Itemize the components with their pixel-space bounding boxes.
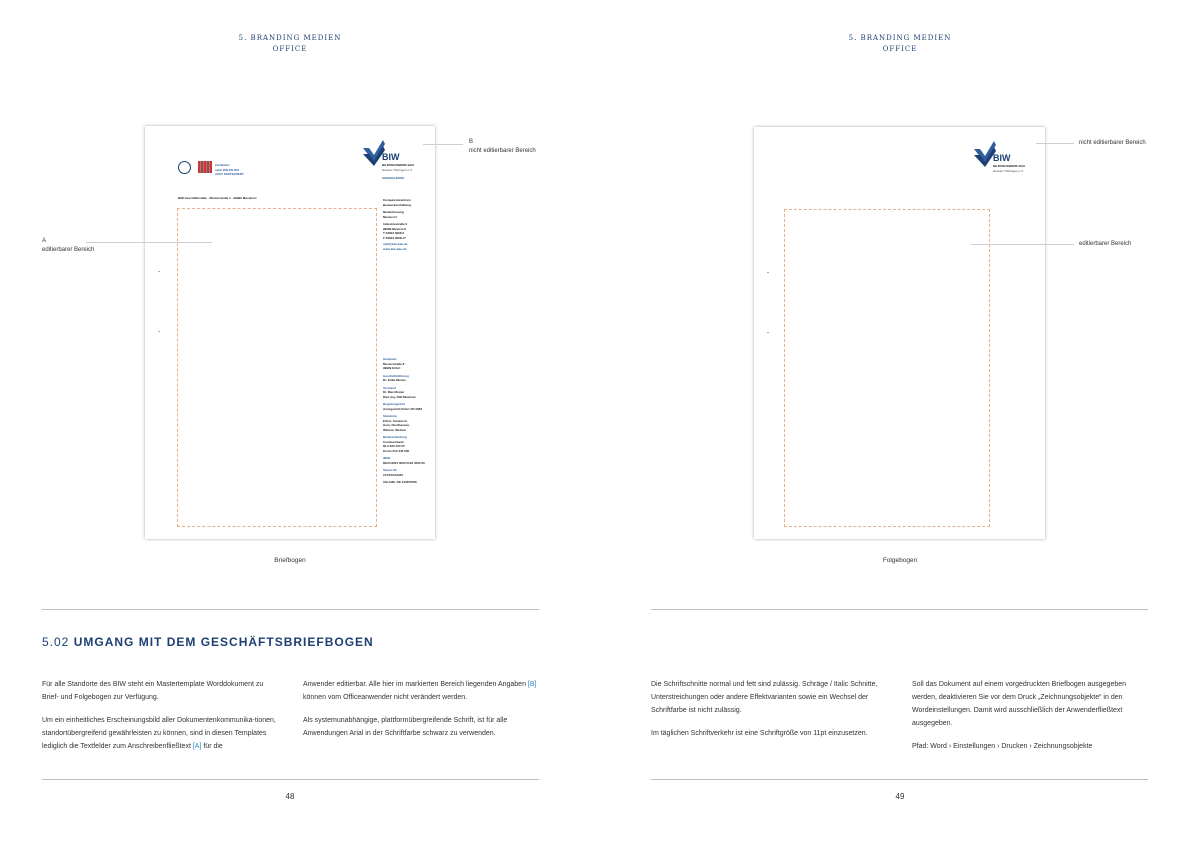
side-line: T 03623 3098-0 <box>383 231 405 235</box>
side-line: Konto 012 345 600 <box>383 448 410 453</box>
caption-briefbogen: Briefbogen <box>274 557 306 564</box>
cert-seal-icon <box>178 161 191 174</box>
divider-top-left <box>42 609 539 610</box>
section-title-text: UMGANG MIT DEM GESCHÄFTSBRIEFBOGEN <box>73 635 374 649</box>
caption-folgebogen: Folgebogen <box>882 557 918 564</box>
side-line: Vorstand <box>383 385 396 390</box>
logo-text: BIW <box>993 153 1011 163</box>
divider-bottom-right <box>651 779 1148 780</box>
folgebogen-sheet <box>754 127 1045 539</box>
left-section-heading: 5. BRANDING MEDIEN <box>238 34 342 42</box>
side-info-lower <box>383 357 433 485</box>
marker-b: [B] <box>527 681 537 688</box>
editable-area-box <box>784 209 990 527</box>
side-line: 99999 Musterort <box>383 226 407 231</box>
cert-line-1: Zertifiziert <box>215 163 230 167</box>
label-b-text: nicht editierbarer Bereich <box>469 148 536 154</box>
side-line: IBAN <box>383 456 391 460</box>
letter-location: GEISWALDORF <box>382 176 405 180</box>
label-a-letter: A <box>42 238 47 244</box>
right-section-heading: 5. BRANDING MEDIEN <box>848 34 952 42</box>
left-column-1 <box>42 678 278 763</box>
leader-line-mid <box>971 244 1074 245</box>
leader-line-a <box>86 242 212 243</box>
fold-mark <box>767 332 769 333</box>
side-line: Kompetenzzentrum <box>383 198 411 202</box>
side-line: Dipl.-Ing. Ralf Musterer <box>383 394 416 399</box>
section-title <box>42 635 374 649</box>
paragraph: Pfad: Word › Einstellungen › Drucken › Zeichnungsobjekte <box>912 743 1093 750</box>
paragraph <box>42 714 278 753</box>
label-a-text: editierbarer Bereich <box>42 247 95 253</box>
paragraph-text: Um ein einheitliches Erscheinungsbild aller Dokumentenkommunika-tionen, standortübergreifend gewährleisten zu können, sind in diesen Templates lediglich die Textfelder zum Anschreibenfließtext <box>42 717 276 750</box>
right-subsection-heading: OFFICE <box>882 45 918 53</box>
logo-sub-2: Hessen-Thüringen e.V. <box>382 167 413 172</box>
side-line: Steuer-Nr. <box>383 468 398 472</box>
label-a <box>42 237 94 255</box>
cert-badge-icon <box>198 161 212 173</box>
paragraph: Als systemunabhängige, plattformübergreifende Schrift, ist für alle Anwendungen Arial in der Schriftfarbe schwarz zu verwenden. <box>303 717 508 737</box>
side-line: 99999 Erfurt <box>383 366 401 370</box>
side-line: DE00 8204 0000 0123 4560 00 <box>383 460 425 465</box>
side-line: Musterstraße 8 <box>383 361 405 366</box>
fold-mark <box>767 272 769 273</box>
marker-a: [A] <box>192 743 202 750</box>
side-line: BLZ 820 400 00 <box>383 444 405 448</box>
page-number-right: 49 <box>895 792 905 801</box>
side-line: 151/122/12345 <box>383 472 404 477</box>
paragraph: Soll das Dokument auf einem vorgedruckten Briefbogen ausgegeben werden, deaktivieren Sie vor dem Druck „Zeichnungsobjekte“ in den Wordeinstellungen. Damit wird ausschließlich der Anwenderfließtext ausgegeben. <box>912 681 1127 727</box>
side-line: Weimar, Weimar <box>383 427 407 432</box>
side-line: Industriestraße 9 <box>383 222 408 226</box>
leader-line-top <box>1036 143 1074 144</box>
side-line: Bankverbindung <box>383 435 407 439</box>
fold-mark <box>158 331 160 332</box>
right-column-1 <box>651 678 887 750</box>
right-header <box>750 34 1050 53</box>
left-column-2 <box>303 678 539 750</box>
right-column-2 <box>912 678 1148 763</box>
side-line: F 03623 3098-17 <box>383 235 406 240</box>
side-line: Bauwerkserhaltung <box>383 202 411 207</box>
paragraph-text: können vom Officeanwender nicht verändert werden. <box>303 694 468 701</box>
paragraph: Für alle Standorte des BIW steht ein Mastertemplate Worddokument zu Brief- und Folgebogen zur Verfügung. <box>42 681 264 701</box>
side-line: Dr. Erika Muster <box>383 378 406 382</box>
side-line: Amtsgericht Erfurt VR 2082 <box>383 406 423 411</box>
cert-line-2: nach DIN EN ISO <box>215 167 240 172</box>
logo-sub-1: BILDUNGSWERK BAU <box>382 163 415 167</box>
side-line: Gera, Nordhausen, <box>383 423 410 427</box>
section-number: 5.02 <box>42 635 70 649</box>
label-b <box>469 138 536 156</box>
editable-area-box <box>177 208 377 527</box>
side-line: Commerzbank <box>383 439 404 444</box>
label-editable: editierbarer Bereich <box>1079 241 1132 247</box>
paragraph: Im täglichen Schriftverkehr ist eine Schriftgröße von 11pt einzusetzen. <box>651 730 868 737</box>
side-line: USt-IdNr. DE 123456789 <box>383 480 417 484</box>
divider-top-right <box>651 609 1148 610</box>
side-line: Hauptsitz <box>383 357 397 361</box>
label-not-editable: nicht editierbarer Bereich <box>1079 140 1146 146</box>
logo-text: BIW <box>382 152 400 162</box>
divider-bottom-left <box>42 779 539 780</box>
side-line: Niederlassung <box>383 210 404 214</box>
briefbogen-sheet <box>145 126 435 539</box>
side-line: mail@biw-bau.de <box>383 242 408 246</box>
side-line: Dr. Max Muster <box>383 390 405 394</box>
sender-line: BIW Geschäftsstelle · Musterstraße 1 · 99999 Musterort <box>178 196 257 200</box>
fold-mark <box>158 271 160 272</box>
side-line: Registergericht <box>383 402 406 406</box>
paragraph-text: Anwender editierbar. Alle hier im markierten Bereich liegenden Angaben <box>303 681 528 688</box>
left-subsection-heading: OFFICE <box>272 45 308 53</box>
paragraph-text: für die <box>201 743 223 750</box>
left-header <box>140 34 440 53</box>
side-line: www.biw-bau.de <box>383 246 407 251</box>
cert-line-3: AZAV ZERTIFIZIERT <box>215 172 244 176</box>
logo-sub-1: BILDUNGSWERK BAU <box>993 164 1026 168</box>
paragraph: Die Schriftschnitte normal und fett sind zulässig. Schräge / Italic Schnitte, Unterstreichungen oder andere Effektvarianten sowie ein Wechsel der Schriftfarbe ist nicht zulässig. <box>651 681 878 714</box>
label-b-letter: B <box>469 139 474 145</box>
page-number-left: 48 <box>285 792 295 801</box>
side-info-upper <box>383 198 433 251</box>
side-line: Geschäftsführung <box>383 373 409 378</box>
side-line: Standorte <box>383 414 398 418</box>
side-line: Erfurt, Sondersh. <box>383 418 408 423</box>
paragraph <box>303 678 539 704</box>
logo-sub-2: Hessen-Thüringen e.V. <box>993 168 1024 173</box>
side-line: Musterort <box>383 214 397 219</box>
leader-line-b <box>423 144 463 145</box>
